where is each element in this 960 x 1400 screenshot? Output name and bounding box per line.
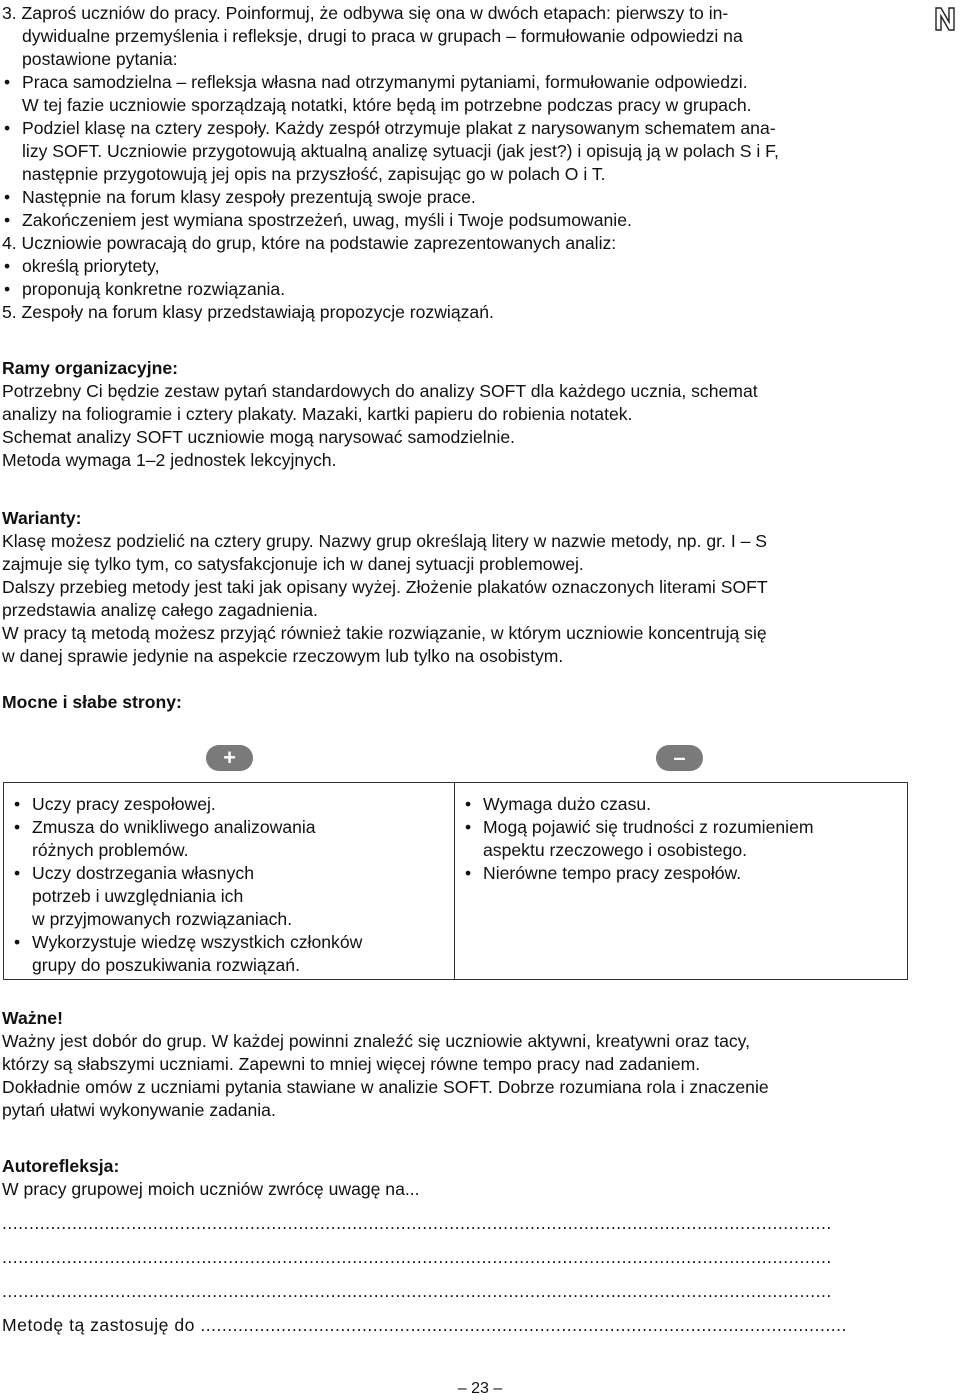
paragraph-line: Potrzebny Ci będzie zestaw pytań standardowych do analizy SOFT dla każdego ucznia, schemat [2, 381, 758, 401]
bullet-text: lizy SOFT. Uczniowie przygotowują aktualną analizę sytuacji (jak jest?) i opisują ją w polach S i F, [22, 141, 779, 161]
section-heading: Warianty: [2, 508, 82, 528]
list-item [12, 862, 444, 931]
paragraph-line: zajmuje się tylko tym, co satysfakcjonuje ich w danej sytuacji problemowej. [2, 554, 584, 574]
paragraph-line: Ważny jest dobór do grup. W każdej powinni znaleźć się uczniowie aktywni, kreatywni oraz tacy, [2, 1031, 751, 1051]
paragraph-line: w danej sprawie jedynie na aspekcie rzeczowym lub tylko na osobistym. [2, 646, 564, 666]
paragraph-line: przedstawia analizę całego zagadnienia. [2, 600, 318, 620]
list-item [463, 793, 897, 816]
fill-in-line[interactable]: .......................................................................................................................................................... [2, 1281, 832, 1301]
step4-line: 4. Uczniowie powracają do grup, które na podstawie zaprezentowanych analiz: [2, 233, 617, 253]
list-item [2, 278, 910, 301]
bullet-text: • Praca samodzielna – refleksja własna nad otrzymanymi pytaniami, formułowanie odpowiedzi. [22, 72, 748, 92]
paragraph-line: Schemat analizy SOFT uczniowie mogą narysować samodzielnie. [2, 427, 516, 447]
paragraph-line: Klasę możesz podzielić na cztery grupy. Nazwy grup określają litery w nazwie metody, np. gr. I – S [2, 531, 768, 551]
document-body [2, 2, 910, 714]
ramy-section [2, 357, 910, 472]
list-item [2, 71, 910, 117]
list-item [463, 816, 897, 862]
paragraph-line: którzy są słabszymi uczniami. Zapewni to mniej więcej równe tempo pracy nad zadaniem. [2, 1054, 701, 1074]
bullet-text: w przyjmowanych rozwiązaniach. [32, 909, 293, 929]
strengths-box [3, 782, 455, 980]
bullet-text: potrzeb i uwzględniania ich [32, 886, 244, 906]
plus-icon: + [206, 745, 253, 771]
step5-line: 5. Zespoły na forum klasy przedstawiają propozycje rozwiązań. [2, 302, 494, 322]
list-item [2, 186, 910, 209]
list-item [12, 931, 444, 977]
list-item [12, 816, 444, 862]
list-item [463, 862, 897, 885]
paragraph-line: Dalszy przebieg metody jest taki jak opisany wyżej. Złożenie plakatów oznaczonych literami SOFT [2, 577, 768, 597]
fill-in-line[interactable]: .......................................................................................................................................................... [2, 1213, 832, 1233]
bullet-text: • Wymaga dużo czasu. [483, 794, 652, 814]
bullet-text: aspektu rzeczowego i osobistego. [483, 840, 748, 860]
bullet-text: • Wykorzystuje wiedzę wszystkich członków [32, 932, 363, 952]
bullet-text: • Podziel klasę na cztery zespoły. Każdy zespół otrzymuje plakat z narysowanym schematem ana- [22, 118, 776, 138]
fill-in-line[interactable]: .......................................................................................................................................................... [2, 1247, 832, 1267]
bullet-text: • Mogą pojawić się trudności z rozumieniem [483, 817, 814, 837]
bullet-text: • Następnie na forum klasy zespoły prezentują swoje prace. [22, 187, 476, 207]
section-heading: Autorefleksja: [2, 1156, 120, 1176]
step3-line: 3. Zaproś uczniów do pracy. Poinformuj, że odbywa się ona w dwóch etapach: pierwszy to in- [2, 3, 729, 23]
list-item [2, 209, 910, 232]
paragraph-line: Metoda wymaga 1–2 jednostek lekcyjnych. [2, 450, 337, 470]
strengths-weaknesses-table [3, 745, 908, 984]
bullet-text: grupy do poszukiwania rozwiązań. [32, 955, 300, 975]
step3-line: postawione pytania: [22, 49, 178, 69]
page-number: – 23 – [457, 1380, 503, 1397]
bullet-text: następnie przygotowują jej opis na przyszłość, zapisując go w polach O i T. [22, 164, 606, 184]
bullet-text: • proponują konkretne rozwiązania. [22, 279, 286, 299]
application-dots[interactable]: ........................................................................................................................ [200, 1315, 847, 1335]
list-item [2, 117, 910, 186]
bullet-text: • Nierówne tempo pracy zespołów. [483, 863, 742, 883]
bullet-text: • Uczy pracy zespołowej. [32, 794, 216, 814]
bullet-text: • określą priorytety, [22, 256, 160, 276]
step3-line: dywidualne przemyślenia i refleksje, drugi to praca w grupach – formułowanie odpowiedzi na [22, 26, 743, 46]
bullet-text: • Zakończeniem jest wymiana spostrzeżeń, uwag, myśli i Twoje podsumowanie. [22, 210, 632, 230]
bullet-text: W tej fazie uczniowie sporządzają notatki, które będą im potrzebne podczas pracy w grupach. [22, 95, 752, 115]
list-item [2, 255, 910, 278]
section-letter-icon [934, 6, 956, 32]
minus-icon: – [656, 745, 703, 771]
reflection-prompt: W pracy grupowej moich uczniów zwrócę uwagę na... [2, 1179, 420, 1199]
bullet-text: • Zmusza do wnikliwego analizowania [32, 817, 316, 837]
paragraph-line: analizy na foliogramie i cztery plakaty. Mazaki, kartki papieru do robienia notatek. [2, 404, 633, 424]
section-heading: Mocne i słabe strony: [2, 692, 182, 712]
bullet-text: • Uczy dostrzegania własnych [32, 863, 254, 883]
paragraph-line: W pracy tą metodą możesz przyjąć również takie rozwiązanie, w którym uczniowie koncentrują się [2, 623, 767, 643]
paragraph-line: pytań ułatwi wykonywanie zadania. [2, 1100, 276, 1120]
list-item [12, 793, 444, 816]
warianty-section [2, 507, 910, 668]
bullet-text: różnych problemów. [32, 840, 189, 860]
paragraph-line: Dokładnie omów z uczniami pytania stawiane w analizie SOFT. Dobrze rozumiana rola i znaczenie [2, 1077, 769, 1097]
section-heading: Ważne! [2, 1008, 63, 1028]
application-label: Metodę tą zastosuję do [2, 1315, 201, 1335]
wazne-section [2, 1007, 910, 1337]
weaknesses-box [454, 782, 908, 980]
section-heading: Ramy organizacyjne: [2, 358, 178, 378]
fill-in-line-application [2, 1314, 910, 1337]
instructions-section [2, 2, 910, 324]
